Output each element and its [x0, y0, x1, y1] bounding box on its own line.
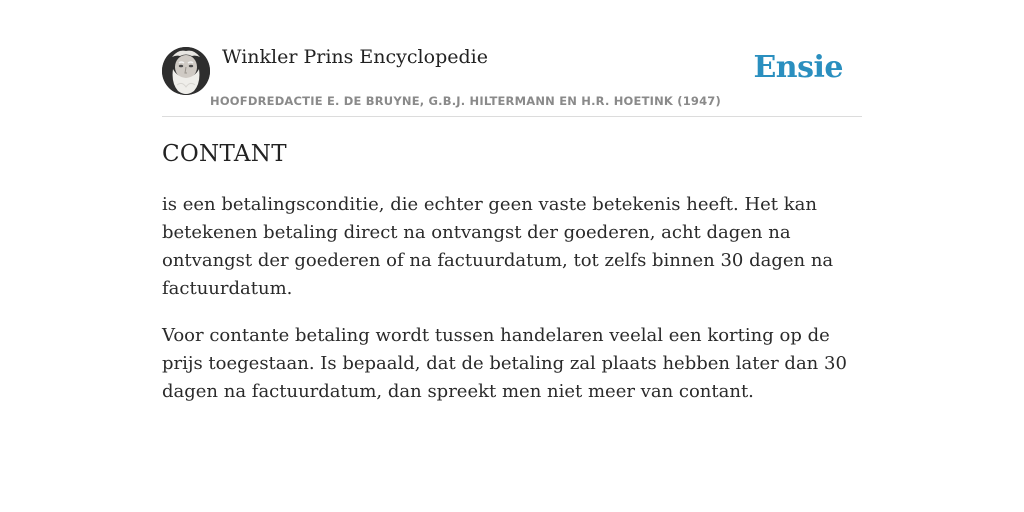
ensie-logo[interactable]: Ensie	[753, 50, 843, 85]
editors-credit: HOOFDREDACTIE E. DE BRUYNE, G.B.J. HILTERMANN EN H.R. HOETINK (1947)	[210, 94, 721, 108]
entry-title: CONTANT	[162, 141, 287, 167]
page-header	[162, 40, 862, 117]
entry-paragraph: is een betalingsconditie, die echter geen vaste betekenis heeft. Het kan betekenen betaling direct na ontvangst der goederen, acht dagen na ontvangst der goederen of na factuurdatum, tot zelfs binnen 30 dagen na factuurdatum.	[162, 194, 834, 299]
bearded-man-portrait-icon	[162, 47, 210, 95]
entry-card	[162, 40, 862, 406]
entry-paragraph: Voor contante betaling wordt tussen handelaren veelal een korting op de prijs toegestaan. Is bepaald, dat de betaling zal plaats hebben later dan 30 dagen na factuurdatum, dan spreekt men niet meer van contant.	[162, 325, 847, 402]
site-title[interactable]: Winkler Prins Encyclopedie	[222, 46, 488, 68]
